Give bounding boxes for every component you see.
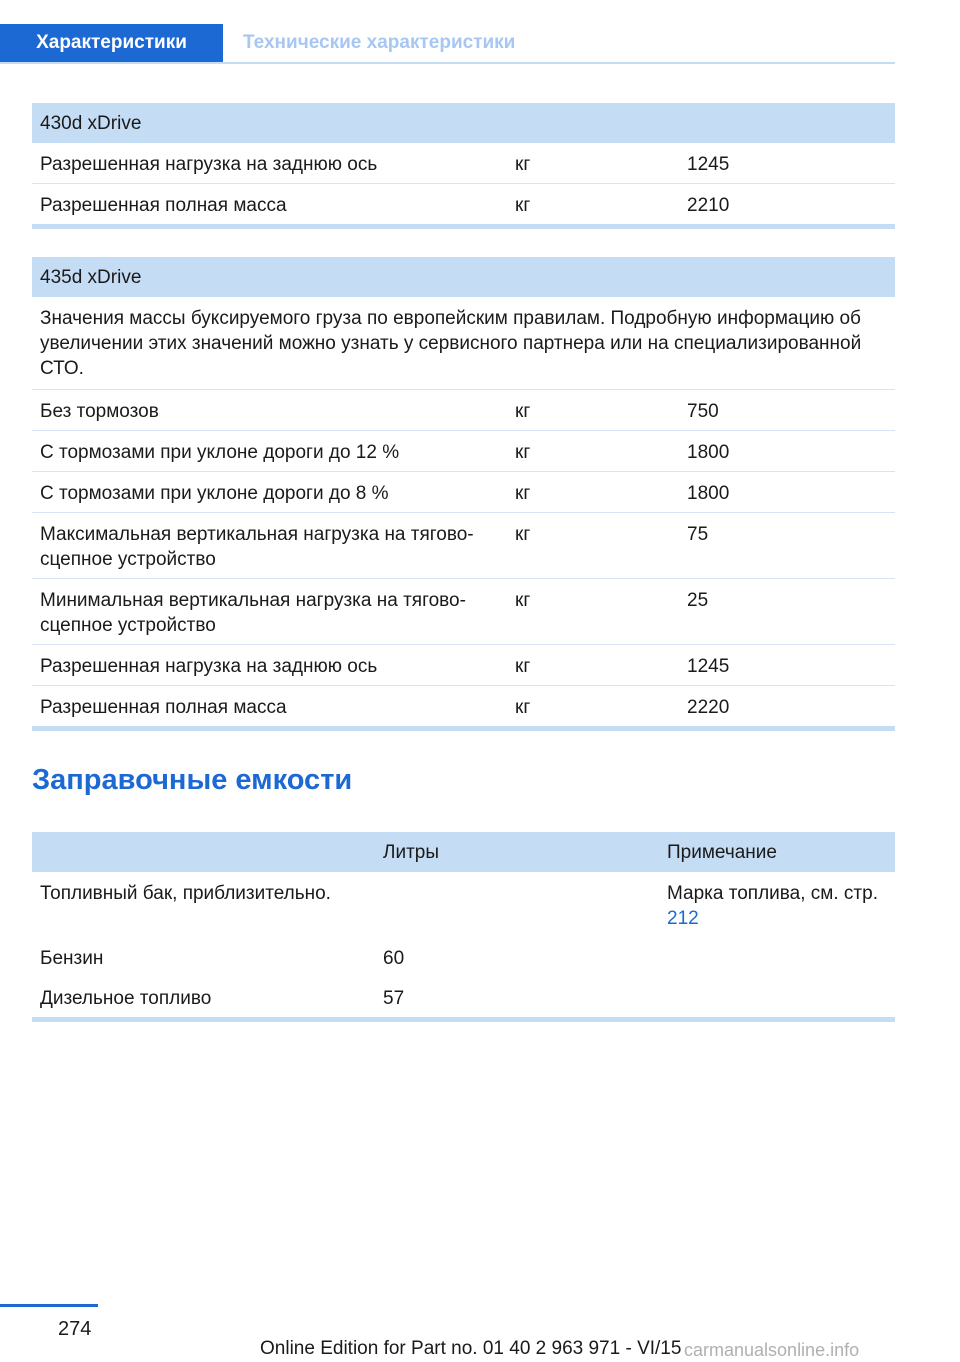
table-row: [32, 431, 895, 472]
row-liters: [375, 872, 659, 937]
table-row: [32, 390, 895, 431]
row-unit: кг: [507, 686, 679, 729]
row-value: 750: [679, 390, 895, 431]
table-row: [32, 977, 895, 1020]
row-note: [659, 872, 895, 937]
row-note: [659, 937, 895, 977]
table-header-row: [32, 832, 895, 872]
row-item: Дизельное топливо: [32, 977, 375, 1020]
table-row: [32, 579, 895, 645]
towing-note: Значения массы буксируемого груза по европейским правилам. Подробную информацию об увеличении этих значений можно узнать у сервисного партнера или на специализированной СТО.: [32, 297, 895, 390]
row-label: Разрешенная нагрузка на заднюю ось: [32, 645, 507, 686]
table-note-row: [32, 297, 895, 390]
row-unit: кг: [507, 184, 679, 227]
footer-accent-line: [0, 1304, 98, 1307]
model-title: 435d xDrive: [32, 257, 895, 297]
table-row: [32, 184, 895, 227]
running-header: [0, 24, 895, 64]
row-liters: 60: [383, 948, 405, 969]
row-label: Разрешенная полная масса: [32, 184, 507, 227]
row-value: 2220: [679, 686, 895, 729]
chapter-tab[interactable]: Характеристики: [0, 24, 223, 62]
row-unit: кг: [507, 579, 679, 645]
row-liters: 57: [375, 977, 659, 1020]
row-unit: кг: [507, 513, 679, 579]
table-row: [32, 937, 895, 977]
specs-table-435d: [32, 257, 895, 731]
table-row: [32, 472, 895, 513]
table-row: [32, 872, 895, 937]
row-value: 25: [679, 579, 895, 645]
capacities-table: [32, 832, 895, 1022]
row-unit: кг: [507, 645, 679, 686]
row-note: [659, 977, 895, 1020]
row-value: 2210: [679, 184, 895, 227]
table-row: [32, 686, 895, 729]
subchapter-tab[interactable]: Технические характеристики: [243, 32, 516, 53]
row-item: Топливный бак, приблизительно.: [40, 883, 331, 904]
row-value: 75: [679, 513, 895, 579]
header-item: [32, 832, 375, 872]
page-number: 274: [58, 1318, 92, 1340]
row-item: Бензин: [40, 948, 104, 969]
row-unit: кг: [507, 472, 679, 513]
row-label: Разрешенная полная масса: [32, 686, 507, 729]
model-title: 430d xDrive: [32, 103, 895, 143]
row-unit: кг: [507, 143, 679, 184]
page-link[interactable]: 212: [667, 908, 699, 929]
row-label: Максимальная вертикальная нагрузка на тягово-сцепное устройство: [32, 513, 507, 579]
row-label: С тормозами при уклоне дороги до 12 %: [32, 431, 507, 472]
note-text: Марка топлива, см. стр.: [667, 883, 878, 904]
row-value: 1245: [679, 143, 895, 184]
table-row: [32, 143, 895, 184]
row-unit: кг: [507, 390, 679, 431]
table-row: [32, 513, 895, 579]
table-header-row: [32, 103, 895, 143]
table-row: [32, 645, 895, 686]
row-label: Минимальная вертикальная нагрузка на тягово-сцепное устройство: [32, 579, 507, 645]
table-header-row: [32, 257, 895, 297]
edition-text: Online Edition for Part no. 01 40 2 963 971 - VI/15: [260, 1338, 682, 1359]
row-value: 1245: [679, 645, 895, 686]
section-title: Заправочные емкости: [32, 764, 353, 796]
row-label: Без тормозов: [32, 390, 507, 431]
specs-table-430d: [32, 103, 895, 229]
row-value: 1800: [679, 431, 895, 472]
header-liters: Литры: [375, 832, 659, 872]
row-label: Разрешенная нагрузка на заднюю ось: [32, 143, 507, 184]
row-value: 1800: [679, 472, 895, 513]
row-unit: кг: [507, 431, 679, 472]
watermark: carmanualsonline.info: [684, 1340, 860, 1360]
header-note: Примечание: [659, 832, 895, 872]
row-label: С тормозами при уклоне дороги до 8 %: [32, 472, 507, 513]
